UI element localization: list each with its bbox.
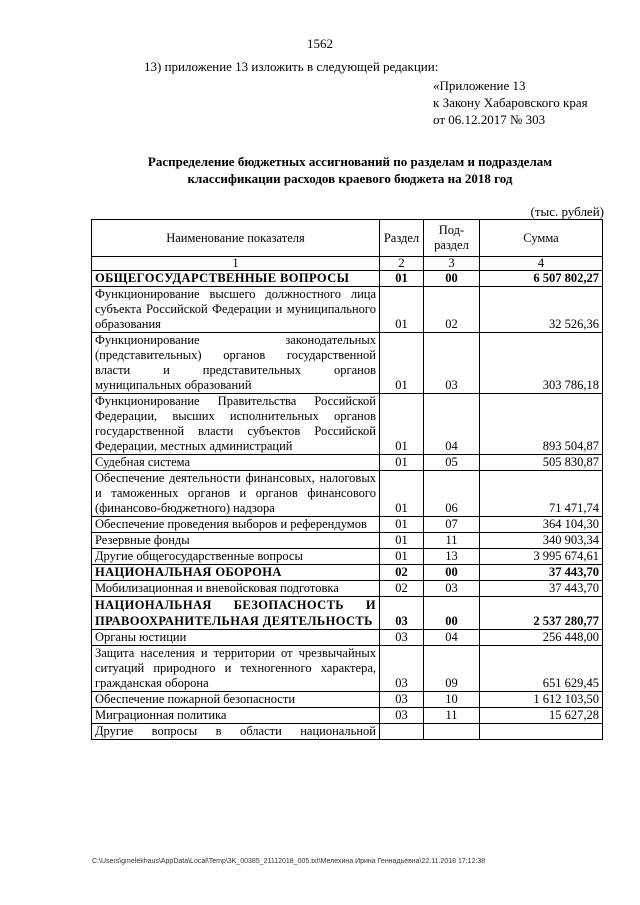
header-name: Наименование показателя <box>92 220 380 257</box>
row-subsection <box>424 724 480 740</box>
row-name: Органы юстиции <box>92 630 380 646</box>
row-subsection: 00 <box>424 597 480 630</box>
row-name: Судебная система <box>92 455 380 471</box>
row-subsection: 11 <box>424 708 480 724</box>
row-section: 01 <box>380 333 424 394</box>
row-name: Обеспечение проведения выборов и референдумов <box>92 517 380 533</box>
title-line: классификации расходов краевого бюджета на 2018 год <box>187 171 513 186</box>
column-number: 2 <box>380 257 424 271</box>
table-row <box>92 271 603 287</box>
table-row <box>92 646 603 692</box>
row-sum: 2 537 280,77 <box>480 597 603 630</box>
row-name: Другие общегосударственные вопросы <box>92 549 380 565</box>
appendix-reference <box>433 77 588 128</box>
row-sum: 303 786,18 <box>480 333 603 394</box>
table-row <box>92 630 603 646</box>
table-row <box>92 394 603 455</box>
column-number-row <box>92 257 603 271</box>
row-sum: 37 443,70 <box>480 581 603 597</box>
table-row <box>92 597 603 630</box>
row-name: Другие вопросы в области национальной <box>92 724 380 740</box>
row-sum: 651 629,45 <box>480 646 603 692</box>
row-section: 01 <box>380 549 424 565</box>
intro-text: 13) приложение 13 изложить в следующей редакции: <box>144 59 439 74</box>
table-row <box>92 455 603 471</box>
row-section: 03 <box>380 597 424 630</box>
file-path-footer: C:\Users\gmelekhaus\AppData\Local\Temp\3K_00385_21112018_005.txt\Мелехина Ирина Геннадьевна\22.11.2018 17:12:38 <box>92 858 486 865</box>
row-sum: 32 526,36 <box>480 287 603 333</box>
row-subsection: 03 <box>424 581 480 597</box>
title-line: Распределение бюджетных ассигнований по разделам и подразделам <box>147 154 553 169</box>
page-number: 1562 <box>307 36 333 51</box>
row-section <box>380 724 424 740</box>
units-label: (тыс. рублей) <box>530 204 604 219</box>
row-name: Защита населения и территории от чрезвычайных ситуаций природного и техногенного характера, гражданская оборона <box>92 646 380 692</box>
row-sum: 893 504,87 <box>480 394 603 455</box>
table-row <box>92 287 603 333</box>
appendix-line: «Приложение 13 <box>433 78 526 93</box>
budget-table <box>91 219 603 740</box>
row-name: Функционирование высшего должностного лица субъекта Российской Федерации и муниципального образования <box>92 287 380 333</box>
row-section: 01 <box>380 455 424 471</box>
row-section: 01 <box>380 287 424 333</box>
row-section: 01 <box>380 271 424 287</box>
row-sum <box>480 724 603 740</box>
row-section: 02 <box>380 581 424 597</box>
table-row <box>92 549 603 565</box>
header-section: Раздел <box>380 220 424 257</box>
row-subsection: 04 <box>424 394 480 455</box>
row-name: НАЦИОНАЛЬНАЯ ОБОРОНА <box>92 565 380 581</box>
row-name: ОБЩЕГОСУДАРСТВЕННЫЕ ВОПРОСЫ <box>92 271 380 287</box>
row-sum: 505 830,87 <box>480 455 603 471</box>
row-section: 01 <box>380 517 424 533</box>
column-number: 1 <box>92 257 380 271</box>
appendix-line: к Закону Хабаровского края <box>433 95 588 110</box>
table-row <box>92 517 603 533</box>
row-sum: 15 627,28 <box>480 708 603 724</box>
column-number: 4 <box>480 257 603 271</box>
row-section: 03 <box>380 646 424 692</box>
table-row <box>92 692 603 708</box>
document-title <box>90 153 610 187</box>
row-name: Функционирование законодательных (представительных) органов государственной власти и представительных органов муниципальных образований <box>92 333 380 394</box>
row-name: Мобилизационная и вневойсковая подготовка <box>92 581 380 597</box>
row-subsection: 07 <box>424 517 480 533</box>
row-subsection: 00 <box>424 271 480 287</box>
table-body <box>92 271 603 740</box>
header-sum: Сумма <box>480 220 603 257</box>
table-row <box>92 471 603 517</box>
row-section: 03 <box>380 630 424 646</box>
row-name: Функционирование Правительства Российской Федерации, высших исполнительных органов государственной власти субъектов Российской Федерации, местных администраций <box>92 394 380 455</box>
row-sum: 71 471,74 <box>480 471 603 517</box>
table-row <box>92 581 603 597</box>
row-section: 03 <box>380 708 424 724</box>
row-name: Миграционная политика <box>92 708 380 724</box>
row-section: 03 <box>380 692 424 708</box>
table-row <box>92 333 603 394</box>
row-name: Резервные фонды <box>92 533 380 549</box>
table-row <box>92 565 603 581</box>
table-header-row <box>92 220 603 257</box>
table-row <box>92 724 603 740</box>
row-section: 01 <box>380 394 424 455</box>
row-sum: 3 995 674,61 <box>480 549 603 565</box>
row-sum: 1 612 103,50 <box>480 692 603 708</box>
table-row <box>92 533 603 549</box>
row-subsection: 05 <box>424 455 480 471</box>
row-sum: 364 104,30 <box>480 517 603 533</box>
row-sum: 6 507 802,27 <box>480 271 603 287</box>
row-subsection: 09 <box>424 646 480 692</box>
row-subsection: 02 <box>424 287 480 333</box>
row-name: НАЦИОНАЛЬНАЯ БЕЗОПАСНОСТЬ И ПРАВООХРАНИТЕЛЬНАЯ ДЕЯТЕЛЬНОСТЬ <box>92 597 380 630</box>
row-name: Обеспечение пожарной безопасности <box>92 692 380 708</box>
row-sum: 340 903,34 <box>480 533 603 549</box>
row-sum: 37 443,70 <box>480 565 603 581</box>
row-subsection: 00 <box>424 565 480 581</box>
row-subsection: 13 <box>424 549 480 565</box>
row-subsection: 03 <box>424 333 480 394</box>
row-section: 02 <box>380 565 424 581</box>
row-subsection: 04 <box>424 630 480 646</box>
column-number: 3 <box>424 257 480 271</box>
row-subsection: 06 <box>424 471 480 517</box>
row-name: Обеспечение деятельности финансовых, налоговых и таможенных органов и органов финансового (финансово-бюджетного) надзора <box>92 471 380 517</box>
row-subsection: 11 <box>424 533 480 549</box>
row-sum: 256 448,00 <box>480 630 603 646</box>
row-section: 01 <box>380 471 424 517</box>
header-subsection: Под-раздел <box>424 220 480 257</box>
appendix-line: от 06.12.2017 № 303 <box>433 112 546 127</box>
row-section: 01 <box>380 533 424 549</box>
table-row <box>92 708 603 724</box>
row-subsection: 10 <box>424 692 480 708</box>
